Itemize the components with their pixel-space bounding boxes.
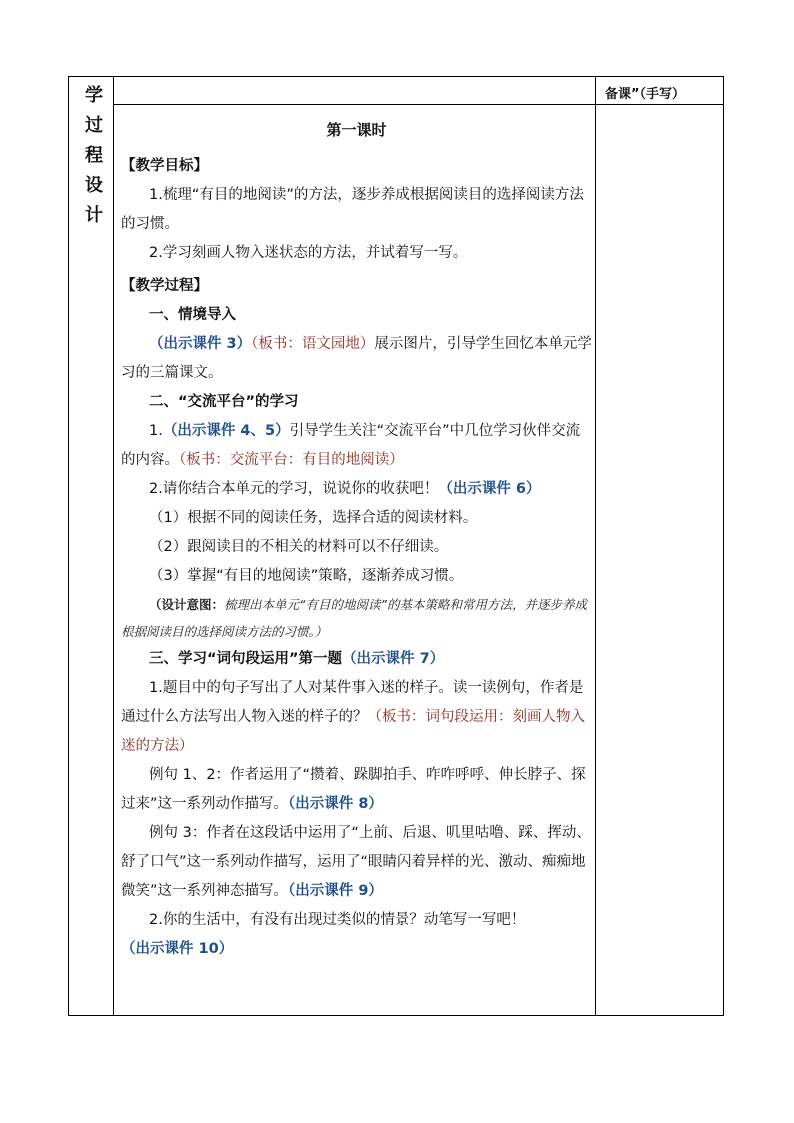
courseware-tag: （出示课件 10） bbox=[121, 941, 234, 957]
paragraph-text: 例句 1、2：作者运用了“攒着、跺脚拍手、咋咋呼呼、伸长脖子、探过来”这一系列动作描写。 bbox=[121, 767, 586, 812]
paragraph-text: 展示图片，引导学生回忆本单元学习的三篇课文。 bbox=[121, 336, 592, 381]
paragraph-text: 例句 3：作者在这段话中运用了“上前、后退、叽里咕噜、踩、挥动、舒了口气”这一系列动作描写，运用了“眼睛闪着异样的光、激动、痴痴地微笑”这一系列神态描写。 bbox=[121, 825, 591, 899]
lesson-plan-table bbox=[68, 76, 724, 1016]
courseware-tag: （出示课件 7） bbox=[342, 651, 445, 667]
design-intent bbox=[121, 591, 592, 645]
process-heading: 【教学过程】 bbox=[121, 278, 208, 294]
courseware-tag: （出示课件 8） bbox=[288, 796, 383, 812]
goals-heading: 【教学目标】 bbox=[121, 158, 208, 174]
section-heading bbox=[121, 645, 592, 674]
goal-item: 1.梳理“有目的地阅读”的方法，逐步养成根据阅读目的选择阅读方法的习惯。 bbox=[121, 187, 584, 232]
paragraph bbox=[121, 674, 592, 761]
paragraph-text: 2.你的生活中，有没有出现过类似的情景？动笔写一写吧！ bbox=[149, 912, 526, 928]
header-row-divider bbox=[113, 104, 723, 105]
section-heading: 二、“交流平台”的学习 bbox=[149, 394, 299, 410]
paragraph bbox=[121, 935, 592, 964]
lesson-content bbox=[117, 111, 596, 964]
paragraph bbox=[121, 417, 592, 475]
note-column-header: 备课”（手写） bbox=[605, 87, 686, 102]
board-note: （板书：语文园地） bbox=[251, 336, 375, 352]
column-divider-left bbox=[113, 77, 114, 1015]
paragraph bbox=[121, 475, 592, 504]
paragraph bbox=[121, 819, 592, 906]
paragraph-text: 引导学生关注“交流平台”中几位学习伙伴交流的内容。 bbox=[121, 423, 581, 468]
courseware-tag: （出示课件 9） bbox=[288, 883, 383, 899]
goal-item: 2.学习刻画人物入迷状态的方法，并试着写一写。 bbox=[149, 245, 468, 261]
courseware-tag: （出示课件 6） bbox=[438, 481, 541, 497]
design-intent-text: 梳理出本单元“有目的地阅读”的基本策略和常用方法，并逐步养成根据阅读目的选择阅读方法的习惯。） bbox=[121, 597, 587, 639]
board-note: （板书：交流平台：有目的地阅读） bbox=[179, 452, 404, 468]
board-note: （板书：词句段运用：刻画人物入迷的方法） bbox=[121, 709, 585, 754]
side-label: 学过程设计 bbox=[85, 85, 103, 226]
courseware-tag: （出示课件 3） bbox=[149, 336, 252, 352]
list-item: （3）掌握“有目的地阅读”策略，逐渐养成习惯。 bbox=[149, 568, 464, 584]
paragraph bbox=[121, 906, 592, 935]
section-heading: 一、情境导入 bbox=[149, 307, 236, 323]
paragraph-text: 1. bbox=[149, 423, 163, 439]
design-intent-label: （设计意图： bbox=[149, 597, 225, 612]
paragraph-text: 1.题目中的句子写出了人对某件事入迷的样子。读一读例句，作者是通过什么方法写出人物入迷的样子的？ bbox=[121, 680, 584, 725]
courseware-tag: （出示课件 4、5） bbox=[162, 423, 290, 439]
section-heading-text: 三、学习“词句段运用”第一题 bbox=[149, 651, 343, 667]
lesson-title: 第一课时 bbox=[326, 121, 387, 139]
list-item: （1）根据不同的阅读任务，选择合适的阅读材料。 bbox=[149, 510, 478, 526]
paragraph-text: 2.请你结合本单元的学习，说说你的收获吧！ bbox=[149, 481, 439, 497]
list-item: （2）跟阅读目的不相关的材料可以不仔细读。 bbox=[149, 539, 449, 555]
paragraph bbox=[121, 761, 592, 819]
paragraph bbox=[121, 330, 592, 388]
